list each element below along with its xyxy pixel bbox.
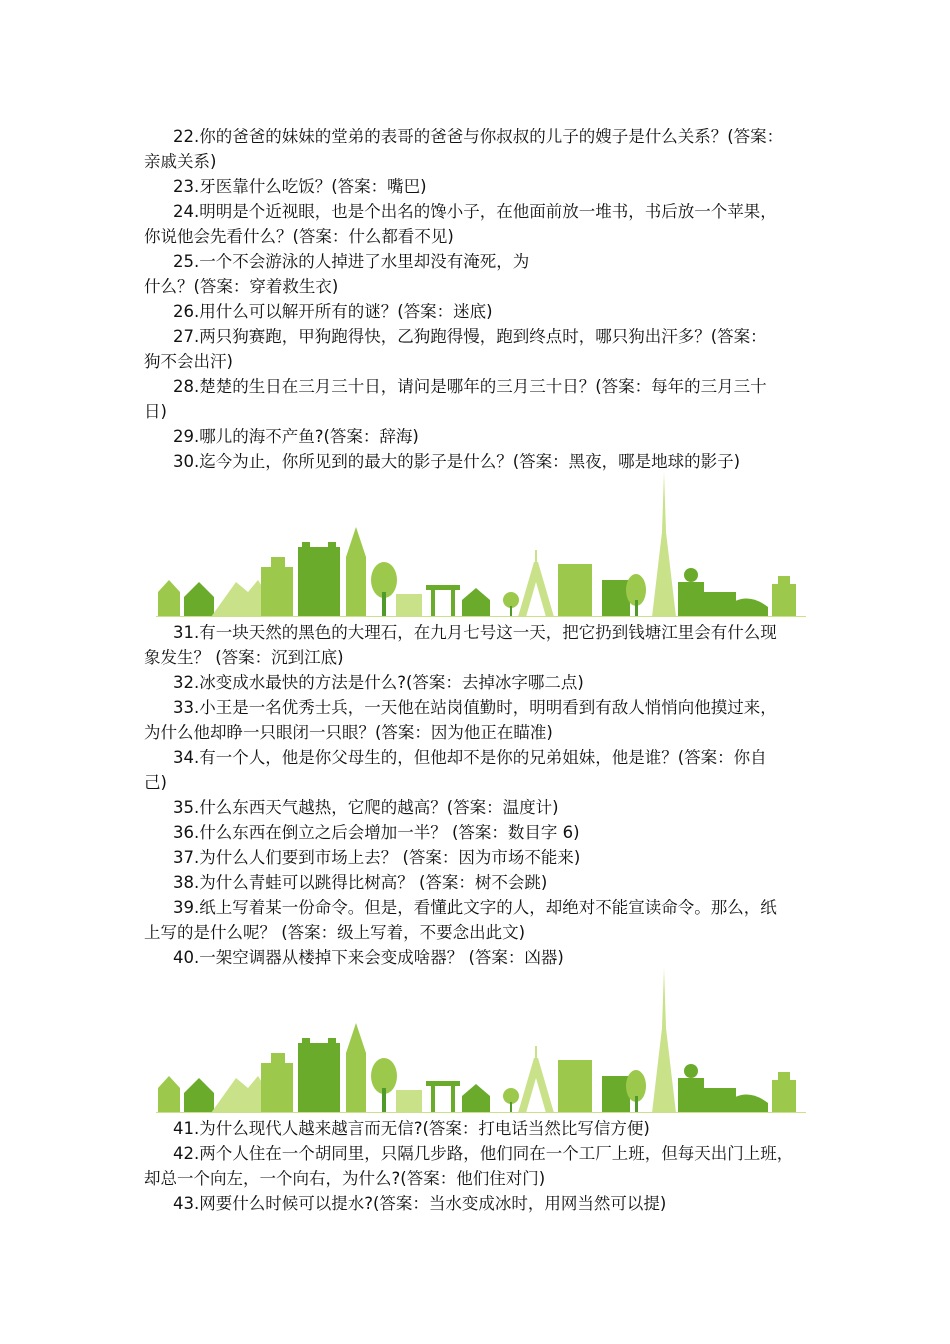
riddle-line: 32.冰变成水最快的方法是什么?(答案：去掉冰字哪二点) <box>173 673 584 692</box>
riddle-item <box>144 1191 816 1216</box>
tower-building-shape <box>298 547 340 617</box>
riddle-item <box>144 124 816 174</box>
riddle-line: 43.网要什么时候可以提水?(答案：当水变成冰时，用网当然可以提) <box>173 1194 667 1213</box>
riddle-item <box>144 174 816 199</box>
riddle-item <box>144 620 816 670</box>
building-shape <box>772 1080 796 1113</box>
riddle-line: 41.为什么现代人越来越言而无信?(答案：打电话当然比写信方便) <box>173 1119 650 1138</box>
riddle-line-continued: 亲戚关系) <box>144 152 217 171</box>
riddle-item <box>144 374 816 424</box>
house-shape <box>158 592 180 617</box>
gate-beam-shape <box>426 585 460 590</box>
building-shape <box>602 1076 630 1113</box>
city-skyline-banner-2 <box>156 968 806 1118</box>
skytree-shape <box>652 472 676 617</box>
building-shape <box>261 1063 293 1113</box>
riddle-item <box>144 299 816 324</box>
tree-trunk-shape <box>510 606 512 617</box>
riddle-item <box>144 670 816 695</box>
riddle-item <box>144 199 816 249</box>
building-top-shape <box>271 557 285 567</box>
riddle-item <box>144 324 816 374</box>
radio-tower-shape <box>518 562 554 617</box>
riddle-line: 37.为什么人们要到市场上去？ (答案：因为市场不能来) <box>173 848 581 867</box>
riddle-line-continued: 为什么他却睁一只眼闭一只眼？(答案：因为他正在瞄准) <box>144 723 553 742</box>
riddle-line: 42.两个人住在一个胡同里，只隔几步路，他们同在一个工厂上班，但每天出门上班， <box>173 1144 794 1163</box>
riddle-item <box>144 249 816 299</box>
tree-trunk-shape <box>635 600 638 617</box>
roof-shape <box>158 1076 180 1088</box>
ground-line <box>156 1112 806 1113</box>
building-top-shape <box>778 576 790 584</box>
riddle-item <box>144 820 816 845</box>
riddle-line-continued: 上写的是什么呢？ (答案：级上写着，不要念出此文) <box>144 923 526 942</box>
tower-cap-shape <box>328 542 336 552</box>
riddle-line: 27.两只狗赛跑，甲狗跑得快，乙狗跑得慢，跑到终点时，哪只狗出汗多？(答案： <box>173 327 767 346</box>
riddle-line: 23.牙医靠什么吃饭？(答案：嘴巴) <box>173 177 427 196</box>
riddle-line: 25.一个不会游泳的人掉进了水里却没有淹死，为 <box>173 252 530 271</box>
gable-house-shape <box>184 582 214 617</box>
tower-cap-shape <box>302 1038 310 1048</box>
building-top-shape <box>271 1053 285 1063</box>
riddle-line: 39.纸上写着某一份命令。但是，看懂此文字的人，却绝对不能宣读命令。那么，纸 <box>173 898 777 917</box>
riddle-item <box>144 745 816 795</box>
striped-building-shape <box>558 1060 592 1113</box>
small-building-shape <box>396 594 422 617</box>
tower-cap-shape <box>302 542 310 552</box>
radio-tower-antenna <box>535 1046 537 1060</box>
riddle-item <box>144 895 816 945</box>
riddle-item <box>144 1116 816 1141</box>
tree-trunk-shape <box>382 1088 386 1113</box>
clock-building-shape <box>678 1078 704 1113</box>
riddle-line: 29.哪儿的海不产鱼?(答案：辞海) <box>173 427 419 446</box>
city-skyline-illustration <box>156 472 806 622</box>
riddle-item <box>144 695 816 745</box>
riddle-line: 34.有一个人，他是你父母生的，但他却不是你的兄弟姐妹，他是谁？(答案：你自 <box>173 748 767 767</box>
riddle-line: 40.一架空调器从楼掉下来会变成啥器？ (答案：凶器) <box>173 948 564 967</box>
tower-building-shape <box>298 1043 340 1113</box>
riddle-line: 24.明明是个近视眼，也是个出名的馋小子，在他面前放一堆书，书后放一个苹果， <box>173 202 777 221</box>
radio-tower-antenna <box>535 550 537 564</box>
gate-post-shape <box>451 1086 455 1113</box>
riddle-line: 38.为什么青蛙可以跳得比树高？ (答案：树不会跳) <box>173 873 548 892</box>
riddle-item <box>144 845 816 870</box>
tree-trunk-shape <box>382 592 386 617</box>
house-shape <box>462 588 490 617</box>
riddle-line-continued: 你说他会先看什么？(答案：什么都看不见) <box>144 227 454 246</box>
riddle-line-continued: 己) <box>144 773 167 792</box>
city-skyline-banner-1 <box>156 472 806 622</box>
riddle-item <box>144 795 816 820</box>
gable-house-shape <box>184 1078 214 1113</box>
ground-line <box>156 616 806 617</box>
gate-beam-shape <box>426 1081 460 1086</box>
building-top-shape <box>778 1072 790 1080</box>
riddle-item <box>144 449 816 474</box>
riddle-line-continued: 狗不会出汗) <box>144 352 233 371</box>
tree-crown-shape <box>503 1088 519 1104</box>
riddle-line: 31.有一块天然的黑色的大理石，在九月七号这一天，把它扔到钱塘江里会有什么现 <box>173 623 777 642</box>
riddle-item <box>144 424 816 449</box>
skytree-shape <box>652 968 676 1113</box>
clock-face-shape <box>684 1064 698 1078</box>
riddle-line-continued: 象发生？ (答案：沉到江底) <box>144 648 344 667</box>
riddle-item <box>144 870 816 895</box>
clock-tower-shape <box>346 1053 366 1113</box>
clock-face-shape <box>684 568 698 582</box>
riddle-line: 26.用什么可以解开所有的谜？(答案：迷底) <box>173 302 493 321</box>
house-shape <box>158 1088 180 1113</box>
riddle-line-continued: 日) <box>144 402 167 421</box>
riddle-line: 22.你的爸爸的妹妹的堂弟的表哥的爸爸与你叔叔的儿子的嫂子是什么关系？(答案： <box>173 127 784 146</box>
building-shape <box>261 567 293 617</box>
clock-tower-spire <box>346 1023 366 1053</box>
riddle-item <box>144 1141 816 1191</box>
clock-building-shape <box>678 582 704 617</box>
riddle-line: 35.什么东西天气越热，它爬的越高？(答案：温度计) <box>173 798 559 817</box>
city-skyline-illustration <box>156 968 806 1118</box>
gate-post-shape <box>451 590 455 617</box>
roof-shape <box>158 580 180 592</box>
riddle-line: 36.什么东西在倒立之后会增加一半？ (答案：数目字 6) <box>173 823 580 842</box>
building-shape <box>772 584 796 617</box>
clock-tower-spire <box>346 527 366 557</box>
house-shape <box>462 1084 490 1113</box>
gate-post-shape <box>431 590 435 617</box>
striped-building-shape <box>558 564 592 617</box>
gate-post-shape <box>431 1086 435 1113</box>
tree-crown-shape <box>503 592 519 608</box>
riddle-line-continued: 什么？(答案：穿着救生衣) <box>144 277 339 296</box>
riddle-item <box>144 945 816 970</box>
building-shape <box>602 580 630 617</box>
riddle-line: 28.楚楚的生日在三月三十日，请问是哪年的三月三十日？(答案：每年的三月三十 <box>173 377 767 396</box>
small-building-shape <box>396 1090 422 1113</box>
tower-cap-shape <box>328 1038 336 1048</box>
tree-trunk-shape <box>510 1102 512 1113</box>
tree-trunk-shape <box>635 1096 638 1113</box>
riddle-line-continued: 却总一个向左，一个向右，为什么?(答案：他们住对门) <box>144 1169 546 1188</box>
radio-tower-shape <box>518 1058 554 1113</box>
clock-tower-shape <box>346 557 366 617</box>
riddle-line: 33.小王是一名优秀士兵，一天他在站岗值勤时，明明看到有敌人悄悄向他摸过来， <box>173 698 777 717</box>
riddle-line: 30.迄今为止，你所见到的最大的影子是什么？(答案：黑夜，哪是地球的影子) <box>173 452 741 471</box>
